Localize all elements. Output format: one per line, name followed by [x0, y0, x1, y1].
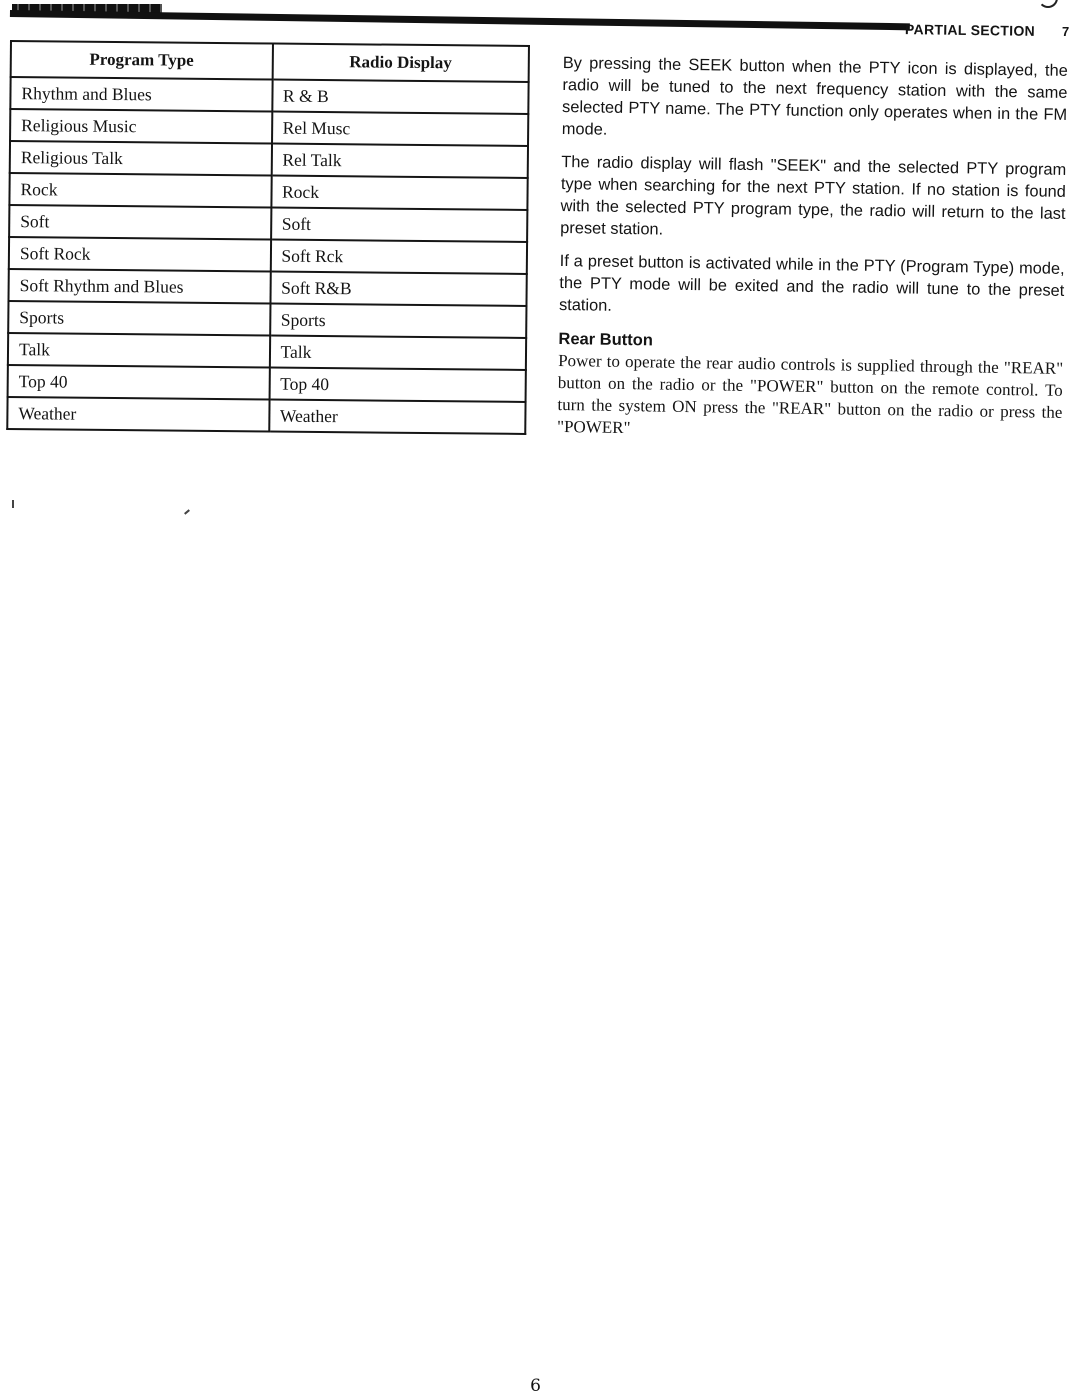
section-number: 7: [1062, 24, 1070, 39]
table-row: [8, 333, 526, 370]
program-type-cell: Talk: [8, 333, 270, 368]
page-number: 6: [530, 1376, 541, 1396]
program-type-cell: Rock: [9, 173, 271, 208]
table-row: [9, 205, 527, 242]
radio-display-cell: Soft: [271, 208, 528, 242]
radio-display-cell: Rel Talk: [271, 144, 528, 178]
paragraph-preset-button: If a preset button is activated while in the PTY (Program Type) mode, the PTY mode will be exited and the radio will tune to the preset station.: [558, 251, 1065, 315]
radio-display-cell: Soft Rck: [270, 240, 527, 274]
header-rule: [10, 10, 910, 30]
table-row: [9, 173, 527, 210]
rear-button-heading: Rear Button: [558, 329, 654, 350]
table-row: [9, 237, 527, 274]
program-type-cell: Sports: [8, 301, 270, 336]
body-text-column: [557, 52, 1068, 457]
table-header-row: [11, 41, 529, 82]
table-row: [10, 141, 528, 178]
radio-display-cell: Rock: [271, 176, 528, 210]
scan-speck: [12, 500, 14, 508]
radio-display-cell: Sports: [270, 304, 527, 338]
paragraph-seek: By pressing the SEEK button when the PTY icon is displayed, the radio will be tuned to the next frequency station with the same selected PTY name. The PTY function only operates when in the FM mode.: [561, 53, 1068, 139]
table-row: [10, 109, 528, 146]
radio-display-cell: Rel Musc: [272, 112, 529, 146]
table-row: [8, 301, 526, 338]
program-type-cell: Soft Rhythm and Blues: [8, 269, 270, 304]
program-type-cell: Weather: [7, 397, 269, 432]
program-type-table: [6, 40, 530, 435]
column-header-radio-display: Radio Display: [272, 44, 529, 82]
program-type-cell: Top 40: [8, 365, 270, 400]
paragraph-rear-button: Power to operate the rear audio controls is supplied through the "REAR" button on the radio or the "POWER" button on the remote control. To turn the system ON press the "REAR" button on the radio or press the "POWER": [556, 350, 1064, 438]
table-row: [10, 77, 528, 114]
radio-display-cell: Talk: [269, 336, 526, 370]
table-row: [8, 269, 526, 306]
corner-mark: [1038, 0, 1058, 8]
radio-display-cell: Soft R&B: [270, 272, 527, 306]
paragraph-flash-seek: The radio display will flash "SEEK" and the selected PTY program type when searching for the next PTY station. If no station is found with the selected PTY program type, the radio will return to the last preset station.: [560, 152, 1067, 239]
program-type-cell: Soft: [9, 205, 271, 240]
section-label: PARTIAL SECTION: [904, 21, 1036, 39]
program-type-cell: Rhythm and Blues: [10, 77, 272, 112]
radio-display-cell: R & B: [272, 80, 529, 114]
program-type-cell: Religious Talk: [10, 141, 272, 176]
table-row: [8, 365, 526, 402]
scan-speck: [184, 509, 190, 514]
program-type-cell: Soft Rock: [9, 237, 271, 272]
radio-display-cell: Top 40: [269, 368, 526, 402]
column-header-program-type: Program Type: [11, 41, 273, 80]
radio-display-cell: Weather: [269, 400, 526, 434]
program-type-cell: Religious Music: [10, 109, 272, 144]
table-row: [7, 397, 525, 434]
